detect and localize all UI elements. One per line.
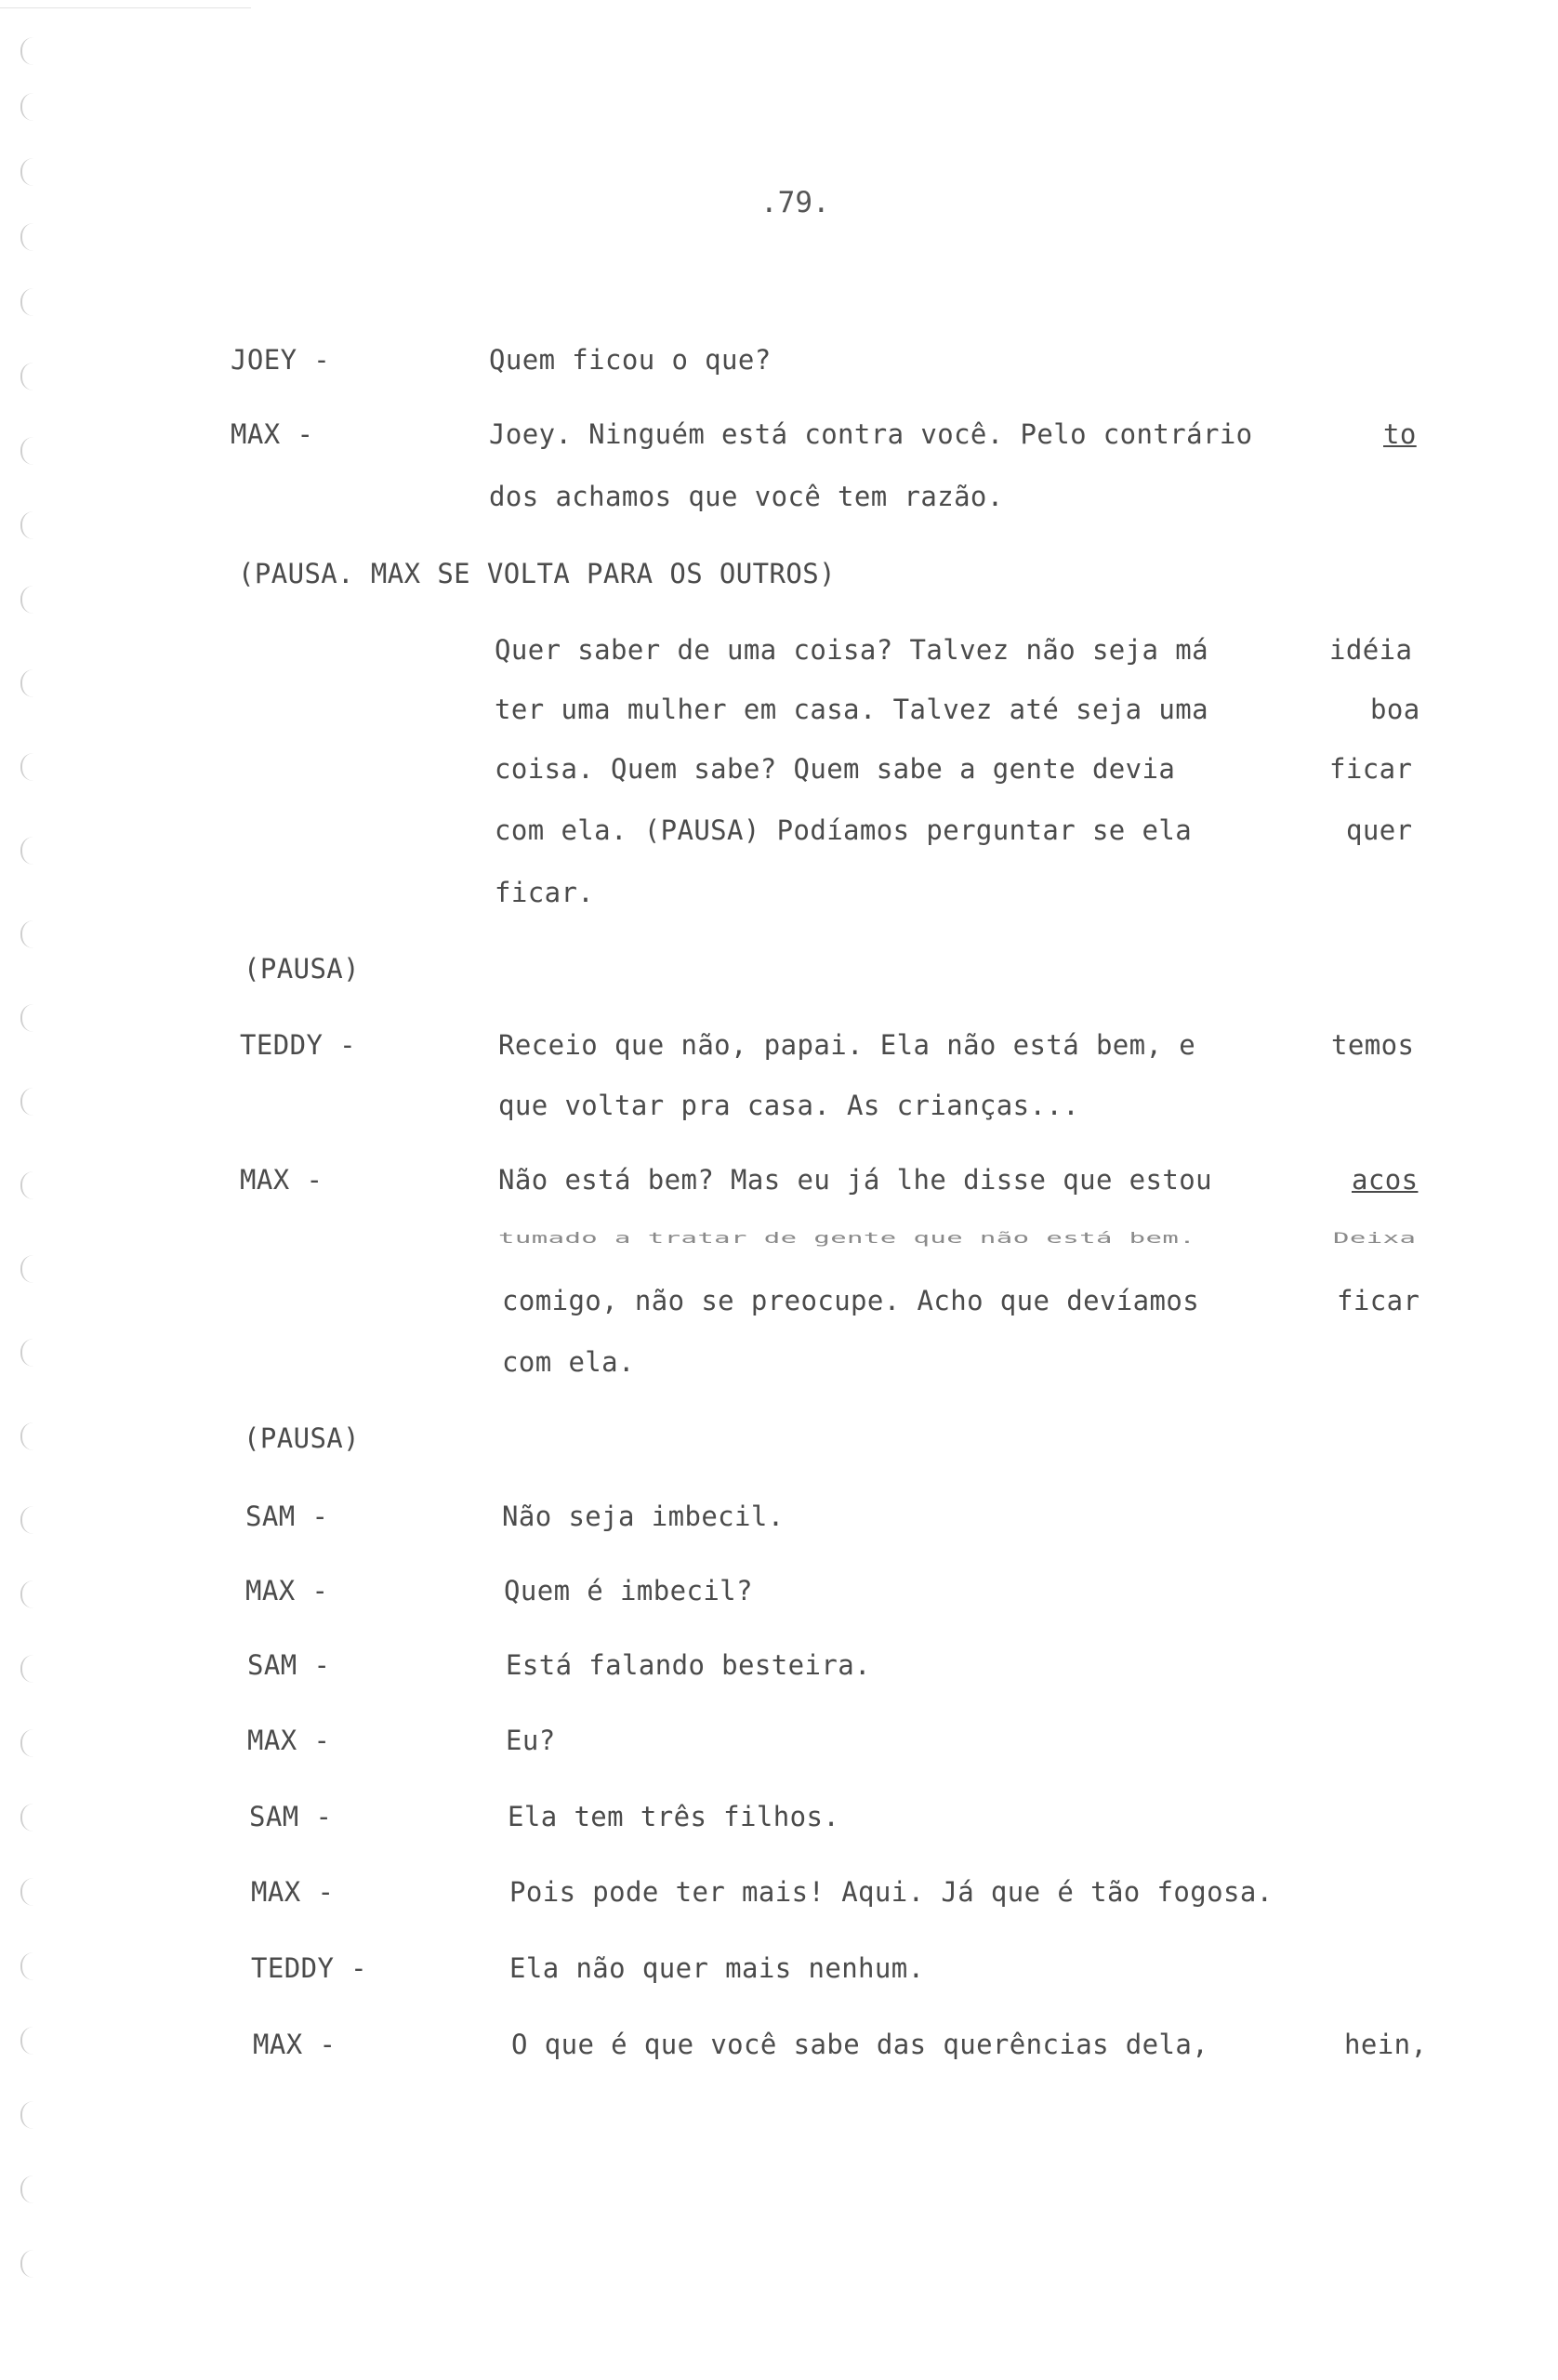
dialogue-line: Quem é imbecil? <box>504 1575 753 1606</box>
speaker-max: MAX - <box>231 418 314 450</box>
speaker-max: MAX - <box>240 1164 323 1196</box>
stage-direction: (PAUSA. MAX SE VOLTA PARA OS OUTROS) <box>238 558 836 589</box>
dialogue-line: Joey. Ninguém está contra você. Pelo contrário <box>489 418 1253 450</box>
dialogue-line: coisa. Quem sabe? Quem sabe a gente devia <box>495 753 1176 785</box>
dialogue-line: ter uma mulher em casa. Talvez até seja uma <box>495 694 1208 725</box>
speaker-sam: SAM - <box>249 1801 333 1832</box>
dialogue-line: comigo, não se preocupe. Acho que devíamos <box>502 1285 1200 1316</box>
stage-direction: (PAUSA) <box>244 1422 361 1454</box>
speaker-max: MAX - <box>253 2029 337 2060</box>
dialogue-line-end: acos <box>1352 1164 1419 1196</box>
dialogue-line: Ela não quer mais nenhum. <box>509 1952 925 1984</box>
speaker-max: MAX - <box>251 1876 335 1908</box>
speaker-sam: SAM - <box>245 1501 329 1532</box>
dialogue-line: Eu? <box>506 1725 556 1756</box>
speaker-max: MAX - <box>247 1725 331 1756</box>
dialogue-line: com ela. (PAUSA) Podíamos perguntar se ela <box>495 814 1193 846</box>
dialogue-line: Não seja imbecil. <box>502 1501 785 1532</box>
dialogue-line-end: temos <box>1331 1029 1415 1061</box>
speaker-teddy: TEDDY - <box>240 1029 357 1061</box>
stage-direction: (PAUSA) <box>244 953 361 985</box>
dialogue-line-end: quer <box>1346 814 1413 846</box>
page-number: .79. <box>760 186 830 219</box>
dialogue-line-end: hein, <box>1344 2029 1428 2060</box>
speaker-max: MAX - <box>245 1575 329 1606</box>
speaker-teddy: TEDDY - <box>251 1952 368 1984</box>
dialogue-line-end: boa <box>1370 694 1420 725</box>
dialogue-line-end: idéia <box>1329 634 1413 666</box>
dialogue-line: Ela tem três filhos. <box>508 1801 840 1832</box>
top-edge-mark <box>0 7 251 8</box>
dialogue-line: Quer saber de uma coisa? Talvez não seja má <box>495 634 1208 666</box>
dialogue-line: O que é que você sabe das querências dela, <box>511 2029 1209 2060</box>
dialogue-line: dos achamos que você tem razão. <box>489 481 1004 512</box>
dialogue-line: Receio que não, papai. Ela não está bem, e <box>498 1029 1196 1061</box>
dialogue-line: ficar. <box>495 877 595 908</box>
dialogue-line: tumado a tratar de gente que não está bem. <box>498 1229 1196 1247</box>
dialogue-line: que voltar pra casa. As crianças... <box>498 1090 1080 1121</box>
dialogue-line: Pois pode ter mais! Aqui. Já que é tão fogosa. <box>509 1876 1274 1908</box>
dialogue-line-end: to <box>1383 418 1417 450</box>
binder-hole-marks <box>20 37 58 2343</box>
dialogue-line: Não está bem? Mas eu já lhe disse que estou <box>498 1164 1212 1196</box>
dialogue-line-end: ficar <box>1329 753 1413 785</box>
dialogue-line-end: Deixa <box>1333 1229 1417 1247</box>
speaker-sam: SAM - <box>247 1649 331 1681</box>
dialogue-line: com ela. <box>502 1346 635 1378</box>
dialogue-line: Está falando besteira. <box>506 1649 871 1681</box>
dialogue-line: Quem ficou o que? <box>489 344 772 376</box>
dialogue-line-end: ficar <box>1337 1285 1420 1316</box>
speaker-joey: JOEY - <box>231 344 331 376</box>
